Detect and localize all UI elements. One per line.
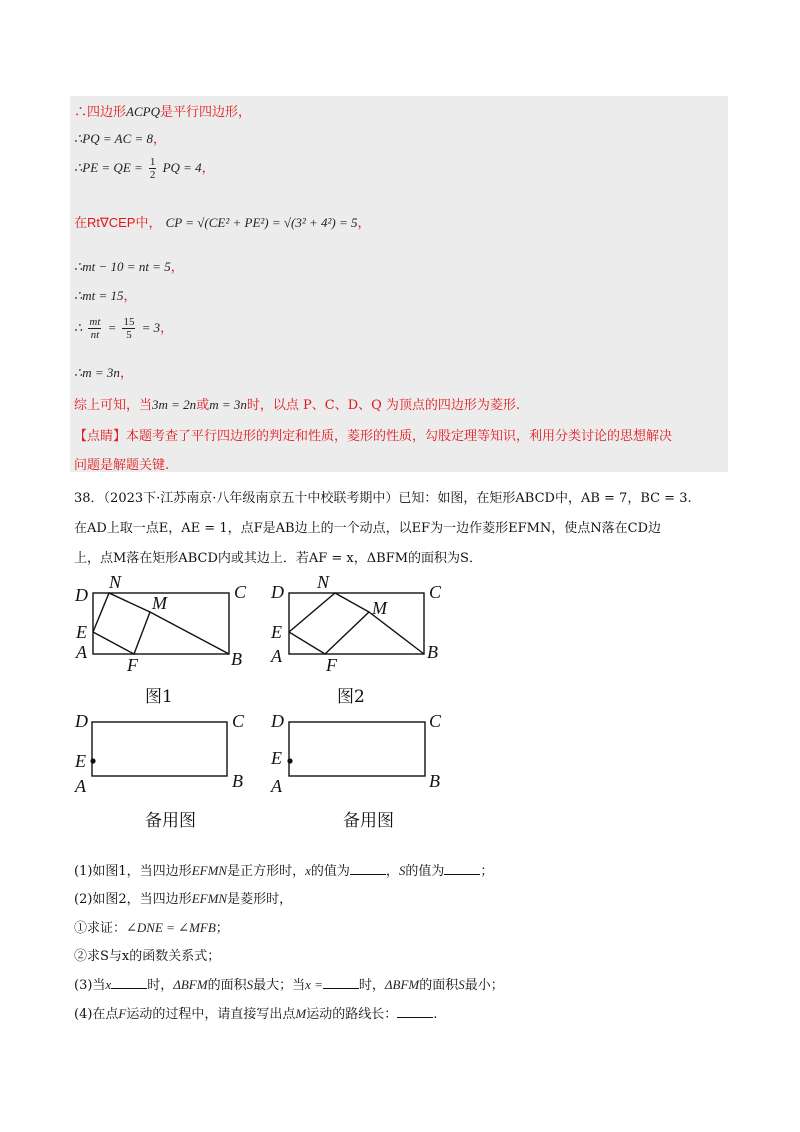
spare1-label-c: C [232, 711, 245, 731]
fig1-label-e: E [76, 622, 87, 642]
solution-line-8: ∴m = 3n， [74, 365, 133, 381]
fig1-label-f: F [127, 655, 138, 675]
solution-line-1: ∴四边形ACPQ是平行四边形， [74, 104, 251, 120]
fig2-label-n: N [317, 572, 330, 592]
spare1-label-d: D [75, 711, 88, 731]
spare2-label-b: B [429, 771, 440, 791]
fraction-15-5: $\frac{15}{5}$ [123, 316, 135, 341]
solution-comment: 【点睛】本题考查了平行四边形的判定和性质，菱形的性质，勾股定理等知识，利用分类讨论的思想解决 [74, 429, 673, 444]
spare2-point-e [287, 758, 292, 763]
spare1-caption: 备用图 [145, 811, 196, 831]
solution-line-7: ∴ $\frac{mt}{nt}$ = $\frac{15}{5}$ = 3， [74, 316, 174, 341]
solution-line-4: 在Rt∇CEP中， CP = √(CE² + PE²) = √(3² + 4²) = 5， [74, 215, 371, 231]
fig2-label-b: B [427, 642, 438, 662]
spare2-rectangle [289, 722, 425, 776]
fig2-caption: 图2 [337, 687, 365, 707]
solution-line-2: ∴PQ = AC = 8， [74, 131, 167, 147]
spare1-label-e: E [75, 751, 86, 771]
fraction-half: $\frac{1}{2}$ [149, 156, 156, 181]
spare1-label-b: B [232, 771, 243, 791]
fig1-label-m: M [152, 593, 167, 613]
answer-blank-x-min[interactable] [323, 976, 359, 989]
spare2-label-c: C [429, 711, 442, 731]
solution-line-9: 综上可知，当3m = 2n或m = 3n时，以点 P、C、D、Q 为顶点的四边形为菱形. [74, 397, 521, 413]
part-4: (4)在点F运动的过程中，请直接写出点M运动的路线长： . [74, 1006, 438, 1022]
part-2-ii: ②求S与x的函数关系式； [74, 949, 221, 964]
question-line-3: 上，点M落在矩形ABCD内或其边上．若AF = x，ΔBFM的面积为S． [74, 551, 482, 566]
fig1-label-c: C [234, 582, 247, 602]
part-2-i: ①求证：∠DNE = ∠MFB； [74, 920, 229, 936]
part-2: (2)如图2，当四边形EFMN是菱形时， [74, 891, 293, 907]
spare1-label-a: A [75, 776, 86, 796]
spare2-label-a: A [271, 776, 282, 796]
solution-comment-end: 问题是解题关键. [74, 458, 170, 473]
solution-line-5: ∴mt − 10 = nt = 5， [74, 259, 184, 275]
fig1-square-efmn [93, 593, 150, 654]
fig2-label-e: E [271, 622, 282, 642]
fig1-label-d: D [75, 585, 88, 605]
spare2-label-e: E [271, 748, 282, 768]
spare1-point-e [90, 758, 95, 763]
fig2-segment-mb [369, 612, 424, 654]
fig2-rhombus-efmn [289, 593, 369, 654]
part-3: (3)当x 时，ΔBFM的面积S最大；当x = 时，ΔBFM的面积S最小； [74, 977, 504, 993]
answer-blank-s[interactable] [444, 862, 480, 875]
fig2-label-f: F [326, 655, 337, 675]
spare2-caption: 备用图 [343, 811, 394, 831]
fraction-mt-nt: $\frac{mt}{nt}$ [89, 316, 101, 341]
question-line-1: 38．（2023下·江苏南京·八年级南京五十中校联考期中）已知：如图，在矩形ABCD中，AB = 7，BC = 3. [74, 491, 692, 506]
fig1-label-a: A [76, 642, 87, 662]
spare1-rectangle [92, 722, 227, 776]
answer-blank-x-max[interactable] [111, 976, 147, 989]
fig2-label-d: D [271, 582, 284, 602]
geometry-figures [0, 570, 800, 870]
answer-blank-path-length[interactable] [397, 1005, 433, 1018]
fig2-label-c: C [429, 582, 442, 602]
fig1-segment-mb [150, 612, 229, 654]
fig1-caption: 图1 [145, 687, 173, 707]
solution-line-3: ∴PE = QE = $\frac{1}{2}$ PQ = 4， [74, 156, 215, 181]
question-line-2: 在AD上取一点E，AE = 1，点F是AB边上的一个动点，以EF为一边作菱形EFMN，使点N落在CD边 [74, 521, 662, 536]
part-1: (1)如图1，当四边形EFMN是正方形时，x的值为 ，S的值为 ； [74, 863, 494, 879]
fig2-label-a: A [271, 646, 282, 666]
fig2-label-m: M [372, 598, 387, 618]
spare2-label-d: D [271, 711, 284, 731]
solution-panel [70, 96, 728, 472]
fig1-label-n: N [109, 572, 122, 592]
fig1-label-b: B [231, 649, 242, 669]
solution-line-6: ∴mt = 15， [74, 288, 137, 304]
answer-blank-x[interactable] [350, 862, 386, 875]
